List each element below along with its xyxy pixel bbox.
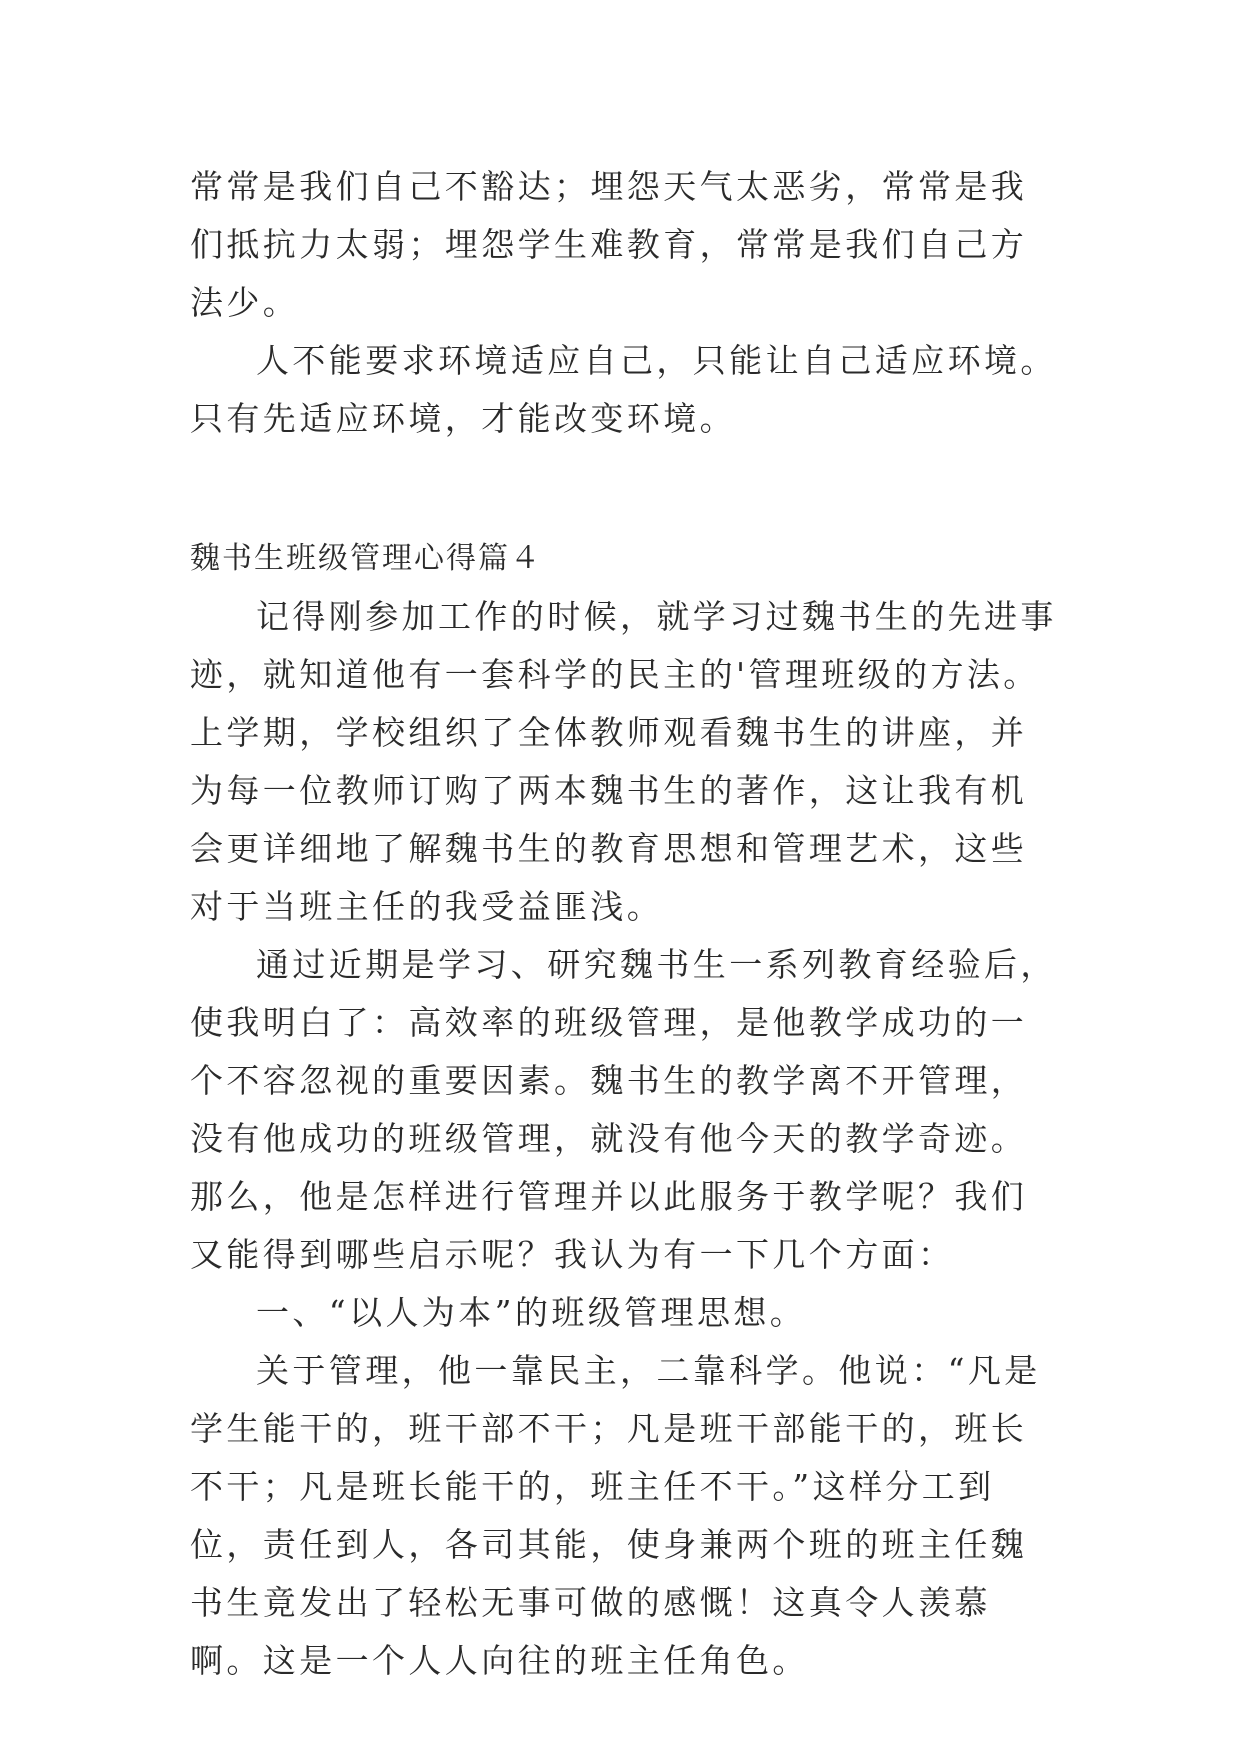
section-title: 魏书生班级管理心得篇４	[190, 541, 542, 576]
paragraph-intro: 记得刚参加工作的时候，就学习过魏书生的先进事迹，就知道他有一套科学的民主的'管理班级的方法。上学期，学校组织了全体教师观看魏书生的讲座，并为每一位教师订购了两本魏书生的著作，这让我有机会更详细地了解魏书生的教育思想和管理艺术，这些对于当班主任的我受益匪浅。	[190, 597, 1057, 926]
paragraph-management: 关于管理，他一靠民主，二靠科学。他说：“凡是学生能干的，班干部不干；凡是班干部能干的，班长不干；凡是班长能干的，班主任不干。”这样分工到位，责任到人，各司其能，使身兼两个班的班主任魏书生竟发出了轻松无事可做的感慨！这真令人羡慕啊。这是一个人人向往的班主任角色。	[190, 1351, 1041, 1680]
paragraph-study: 通过近期是学习、研究魏书生一系列教育经验后，使我明白了：高效率的班级管理，是他教学成功的一个不容忽视的重要因素。魏书生的教学离不开管理，没有他成功的班级管理，就没有他今天的教学奇迹。那么，他是怎样进行管理并以此服务于教学呢？我们又能得到哪些启示呢？我认为有一下几个方面：	[190, 945, 1057, 1274]
paragraph-continued: 常常是我们自己不豁达；埋怨天气太恶劣，常常是我们抵抗力太弱；埋怨学生难教育，常常是我们自己方法少。	[190, 167, 1028, 322]
paragraph-subheading: 一、“以人为本”的班级管理思想。	[256, 1293, 807, 1332]
paragraph-adapt-environment: 人不能要求环境适应自己，只能让自己适应环境。只有先适应环境，才能改变环境。	[190, 341, 1057, 438]
document-body	[190, 158, 1060, 1690]
